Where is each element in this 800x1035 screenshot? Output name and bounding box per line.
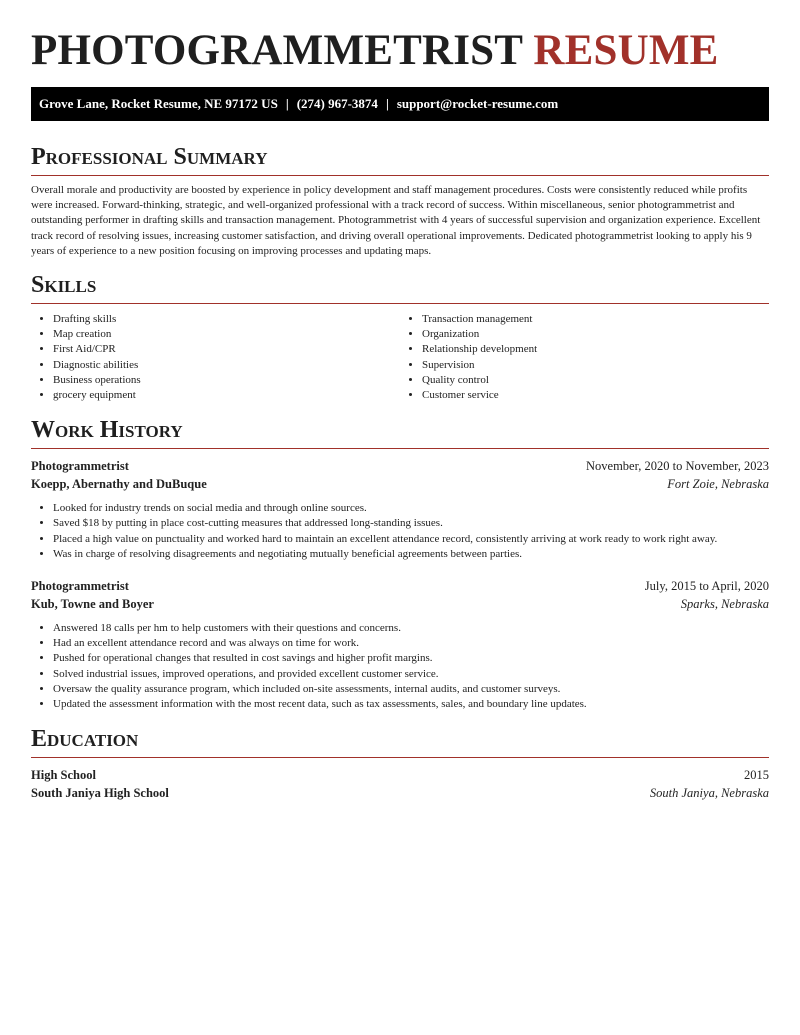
job-company-row [31,476,769,494]
skill-item: • Quality control [422,373,769,388]
contact-address: Grove Lane, Rocket Resume, NE 97172 US [39,96,278,111]
skills-columns [31,312,769,403]
duty-item: • Answered 18 calls per hm to help customers with their questions and concerns. [53,621,769,636]
duty-item: • Was in charge of resolving disagreements and negotiating mutually beneficial agreements between parties. [53,547,769,562]
job-location: Fort Zoie, Nebraska [667,476,769,491]
duty-item: • Pushed for operational changes that resulted in cost savings and higher profit margins. [53,651,769,666]
contact-phone[interactable]: (274) 967-3874 [296,96,378,111]
job-title: Photogrammetrist [31,459,129,474]
resume-title [31,26,769,76]
skill-item: • Supervision [422,358,769,373]
job-header-row [31,458,769,476]
job-company-row [31,596,769,614]
skill-item: • Customer service [422,388,769,403]
contact-bar [31,87,769,121]
contact-separator: | [385,96,389,111]
title-accent: RESUME [533,27,719,74]
skills-heading: Skills [31,272,97,299]
skill-item: • Drafting skills [53,312,400,327]
education-school: South Janiya High School [31,785,169,800]
education-entry [31,767,769,802]
duty-item: • Solved industrial issues, improved operations, and provided excellent customer service. [53,667,769,682]
summary-text: Overall morale and productivity are boosted by experience in policy development and staff management procedures. Costs were consistently reduced while profits were increased. Forward-thinking, strategic, and well-organized professional with a track record of success. Within miscellaneous, senior photogrammetrist and outstanding performer in drafting skills and transaction management. Photogrammetrist with 4 years of successful supervision and organization experience. Excellent track record of resolving issues, increasing customer satisfaction, and driving overall operational improvements. Dedicated photogrammetrist looking to apply his 9 years of experience to a new position focusing on improving processes and updating maps. [31,184,761,257]
job-title: Photogrammetrist [31,579,129,594]
duty-item: • Oversaw the quality assurance program, which included on-site assessments, internal audits, and customer surveys. [53,682,769,697]
work-history-section [31,416,769,712]
job-entry [31,458,769,562]
duty-item: • Had an excellent attendance record and was always on time for work. [53,636,769,651]
duty-item: • Updated the assessment information with the most recent data, such as tax assessments, sales, and boundary line updates. [53,697,769,712]
education-location: South Janiya, Nebraska [649,785,769,800]
summary-divider [31,175,769,176]
summary-section [31,143,769,259]
education-heading: Education [31,726,139,753]
skill-item: • grocery equipment [53,388,400,403]
skills-list-right [400,312,769,403]
skills-divider [31,303,769,304]
job-location: Sparks, Nebraska [680,596,769,611]
education-section [31,725,769,802]
skill-item: • Relationship development [422,342,769,357]
job-duties [31,621,769,712]
skill-item: • First Aid/CPR [53,342,400,357]
title-main: PHOTOGRAMMETRIST [31,27,523,74]
skill-item: • Business operations [53,373,400,388]
job-dates: November, 2020 to November, 2023 [586,459,769,474]
duty-item: • Saved $18 by putting in place cost-cutting measures that addressed long-standing issues. [53,516,769,531]
education-degree: High School [31,768,96,783]
duty-item: • Looked for industry trends on social media and through online sources. [53,501,769,516]
skills-section [31,271,769,403]
skills-list-left [31,312,400,403]
work-history-divider [31,448,769,449]
duty-item: • Placed a high value on punctuality and worked hard to maintain an excellent attendance record, consistently arriving at work ready to work right away. [53,532,769,547]
education-divider [31,757,769,758]
resume-page [31,0,769,802]
summary-heading: Professional Summary [31,144,268,170]
skill-item: • Map creation [53,327,400,342]
job-company: Kub, Towne and Boyer [31,596,154,611]
work-history-heading: Work History [31,417,183,444]
job-header-row [31,578,769,596]
contact-separator: | [285,96,289,111]
contact-email[interactable]: support@rocket-resume.com [396,96,559,111]
job-dates: July, 2015 to April, 2020 [644,579,769,594]
skill-item: • Diagnostic abilities [53,358,400,373]
education-row [31,767,769,785]
job-entry [31,578,769,712]
skill-item: • Transaction management [422,312,769,327]
job-duties [31,501,769,562]
job-company: Koepp, Abernathy and DuBuque [31,476,207,491]
skill-item: • Organization [422,327,769,342]
education-school-row [31,785,769,803]
education-year: 2015 [744,768,769,783]
